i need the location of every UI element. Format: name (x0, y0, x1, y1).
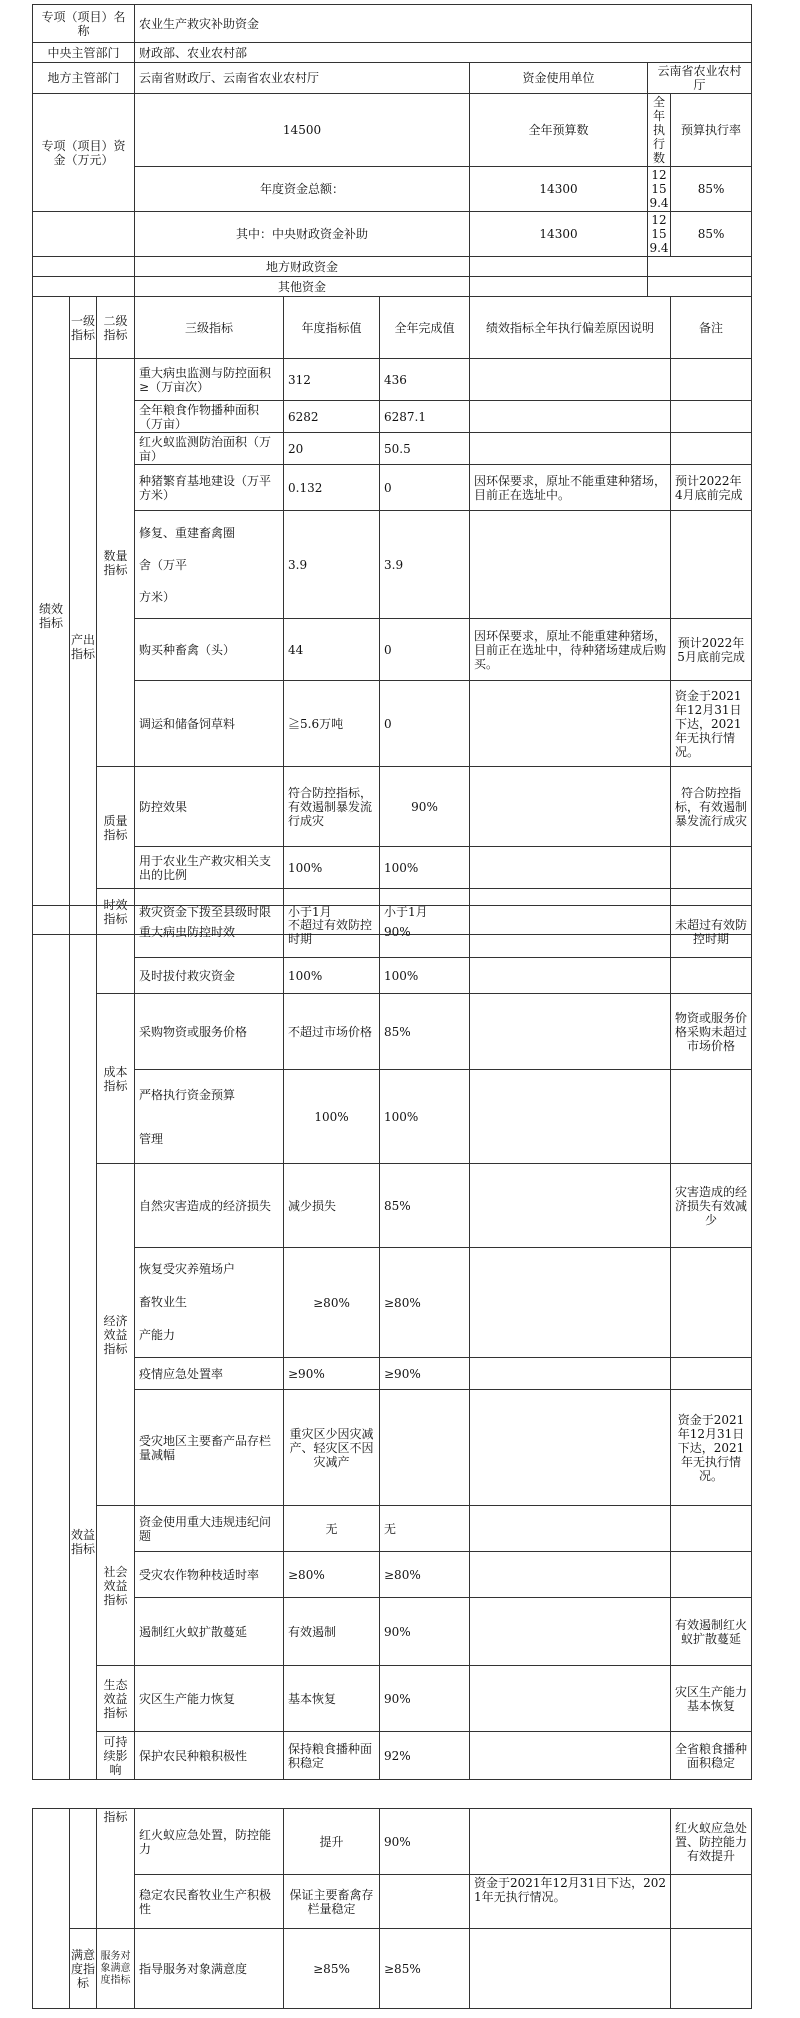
other-fund-label: 其他资金 (135, 277, 470, 297)
row-target: 有效遏制 (284, 1598, 380, 1666)
fund-user-label: 资金使用单位 (470, 63, 648, 94)
row-target: 6282 (284, 401, 380, 433)
social-indicators-label: 社会效益指标 (97, 1506, 135, 1666)
row-actual (380, 1875, 470, 1929)
row-actual: 90% (380, 1598, 470, 1666)
row-target: 符合防控指标，有效遏制暴发流行成灾 (284, 767, 380, 847)
row-remark (671, 847, 752, 889)
local-dept-label: 地方主管部门 (33, 63, 135, 94)
row-remark: 未超过有效防控时期 (671, 906, 752, 958)
annual-total-budget: 14300 (470, 167, 648, 212)
row-remark (671, 359, 752, 401)
row-actual: 100% (380, 847, 470, 889)
row-name: 指导服务对象满意度 (135, 1929, 284, 2009)
row-deviation (470, 1358, 671, 1390)
col-deviation: 绩效指标全年执行偏差原因说明 (470, 297, 671, 359)
row-name: 用于农业生产救灾相关支出的比例 (135, 847, 284, 889)
col-target: 年度指标值 (284, 297, 380, 359)
funds-label: 专项（项目）资金（万元） (33, 94, 135, 212)
row-deviation (470, 433, 671, 465)
row-name-line: 舍（万平 (139, 557, 188, 572)
exec-rate-label: 预算执行率 (671, 94, 752, 167)
performance-table-part1 (32, 4, 752, 935)
annual-total-exec: 12159.4 (649, 168, 669, 210)
row-target: 重灾区少因灾减产、轻灾区不因灾减产 (284, 1390, 380, 1506)
row-actual (380, 1390, 470, 1506)
row-actual: 100% (380, 1070, 470, 1164)
row-target: 100% (284, 1070, 380, 1164)
performance-table-part2 (32, 905, 752, 1780)
row-deviation (470, 511, 671, 619)
row-name (135, 1248, 284, 1358)
central-sub-rate: 85% (671, 212, 752, 257)
row-remark (671, 1358, 752, 1390)
row-deviation (470, 1164, 671, 1248)
row-target: 100% (284, 958, 380, 994)
row-remark (671, 1929, 752, 2009)
row-name: 购买种畜禽（头） (135, 619, 284, 681)
col-actual: 全年完成值 (380, 297, 470, 359)
row-actual: ≥80% (380, 1552, 470, 1598)
row-actual: 3.9 (380, 511, 470, 619)
cost-indicators-label: 成本指标 (97, 994, 135, 1164)
row-name: 灾区生产能力恢复 (135, 1666, 284, 1732)
row-target: ≥85% (284, 1929, 380, 2009)
row-name: 红火蚁应急处置，防控能力 (135, 1809, 284, 1875)
row-actual: 90% (380, 1666, 470, 1732)
row-name: 资金使用重大违规违纪问题 (135, 1506, 284, 1552)
row-name: 防控效果 (135, 767, 284, 847)
timeliness-indicators-label: 时效指标 (97, 889, 135, 935)
row-name: 调运和储备饲草料 (135, 681, 284, 767)
row-target: 0.132 (284, 465, 380, 511)
row-deviation (470, 1809, 671, 1875)
satisfaction-indicators-label: 满意度指标 (70, 1929, 97, 2009)
row-target: 312 (284, 359, 380, 401)
row-actual: 85% (380, 1164, 470, 1248)
central-sub-exec: 12159.4 (649, 213, 669, 255)
central-dept-label: 中央主管部门 (33, 43, 135, 63)
eco-indicators-label: 生态效益指标 (97, 1666, 135, 1732)
annual-exec-label: 全年执行数 (648, 94, 671, 167)
row-target: 保证主要畜禽存栏量稳定 (284, 1875, 380, 1929)
row-actual: 85% (380, 994, 470, 1070)
row-remark (671, 401, 752, 433)
row-target: ≥80% (284, 1248, 380, 1358)
row-name: 种猪繁育基地建设（万平方米） (135, 465, 284, 511)
indicator-label: 指标 (97, 1809, 135, 1929)
row-deviation: 资金于2021年12月31日下达，2021年无执行情况。 (470, 1875, 671, 1929)
row-deviation (470, 1666, 671, 1732)
row-remark: 有效遏制红火蚁扩散蔓延 (671, 1598, 752, 1666)
row-target: 减少损失 (284, 1164, 380, 1248)
row-deviation (470, 1390, 671, 1506)
row-name: 保护农民种粮积极性 (135, 1732, 284, 1780)
row-target: 20 (284, 433, 380, 465)
row-remark: 符合防控指标，有效遏制暴发流行成灾 (671, 767, 752, 847)
row-deviation (470, 1732, 671, 1780)
row-deviation (470, 1070, 671, 1164)
row-name-line: 恢复受灾养殖场户 (139, 1262, 236, 1276)
performance-table-part3 (32, 1808, 752, 2009)
row-actual: 92% (380, 1732, 470, 1780)
row-remark: 物资或服务价格采购未超过市场价格 (671, 994, 752, 1070)
row-name-line: 产能力 (139, 1328, 176, 1342)
row-deviation (470, 906, 671, 958)
row-remark (671, 1875, 752, 1929)
row-remark (671, 1506, 752, 1552)
row-deviation (470, 958, 671, 994)
row-name: 受灾地区主要畜产品存栏量减幅 (135, 1390, 284, 1506)
row-deviation (470, 359, 671, 401)
row-remark: 预计2022年5月底前完成 (671, 619, 752, 681)
row-actual: 0 (380, 619, 470, 681)
row-remark (671, 511, 752, 619)
row-actual: ≥80% (380, 1248, 470, 1358)
col-level3: 三级指标 (135, 297, 284, 359)
economic-indicators-label: 经济效益指标 (97, 1164, 135, 1506)
row-deviation (470, 847, 671, 889)
row-target: 不超过市场价格 (284, 994, 380, 1070)
local-fund-label: 地方财政资金 (135, 257, 470, 277)
row-name: 疫情应急处置率 (135, 1358, 284, 1390)
row-target: ≧5.6万吨 (284, 681, 380, 767)
row-name: 采购物资或服务价格 (135, 994, 284, 1070)
benefit-indicators-label: 效益指标 (70, 906, 97, 1780)
row-remark (671, 433, 752, 465)
local-dept: 云南省财政厅、云南省农业农村厅 (135, 63, 470, 94)
row-target: 3.9 (284, 511, 380, 619)
row-actual: 436 (380, 359, 470, 401)
row-target: 保持粮食播种面积稳定 (284, 1732, 380, 1780)
row-deviation (470, 401, 671, 433)
row-name: 重大病虫监测与防控面积≥（万亩次） (135, 359, 284, 401)
row-actual: ≥85% (380, 1929, 470, 2009)
row-name: 遏制红火蚁扩散蔓延 (135, 1598, 284, 1666)
row-deviation (470, 1552, 671, 1598)
row-remark: 灾区生产能力基本恢复 (671, 1666, 752, 1732)
row-target: ≥80% (284, 1552, 380, 1598)
row-actual: 0 (380, 681, 470, 767)
row-name (135, 1070, 284, 1164)
row-deviation (470, 681, 671, 767)
row-deviation (470, 767, 671, 847)
row-target: ≥90% (284, 1358, 380, 1390)
row-actual: 小于1月 (380, 889, 470, 935)
row-actual: 90% (380, 906, 470, 958)
row-name-line: 管理 (139, 1131, 164, 1146)
row-actual: 90% (380, 1809, 470, 1875)
sustain-indicators-label: 可持续影响 (97, 1732, 135, 1780)
row-name: 及时拔付救灾资金 (135, 958, 284, 994)
row-remark: 预计2022年4月底前完成 (671, 465, 752, 511)
row-target: 小于1月 (284, 889, 380, 935)
funds-total: 14500 (135, 94, 470, 167)
row-name (135, 511, 284, 619)
output-indicators-label: 产出指标 (70, 359, 97, 935)
annual-budget-label: 全年预算数 (470, 94, 648, 167)
project-name-label: 专项（项目）名称 (33, 5, 135, 43)
row-name-line: 修复、重建畜禽圈 (139, 525, 236, 540)
row-remark (671, 1070, 752, 1164)
col-level1: 一级指标 (70, 297, 97, 359)
row-deviation: 因环保要求，原址不能重建种猪场，目前正在选址中。 (470, 465, 671, 511)
row-actual: 100% (380, 958, 470, 994)
row-deviation (470, 1598, 671, 1666)
row-deviation: 因环保要求，原址不能重建种猪场，目前正在选址中，待种猪场建成后购买。 (470, 619, 671, 681)
row-actual: 无 (380, 1506, 470, 1552)
col-remark: 备注 (671, 297, 752, 359)
row-name: 全年粮食作物播种面积（万亩） (135, 401, 284, 433)
row-target: 44 (284, 619, 380, 681)
row-name: 自然灾害造成的经济损失 (135, 1164, 284, 1248)
fund-user: 云南省农业农村厅 (648, 63, 752, 94)
row-remark (671, 1552, 752, 1598)
row-actual: 0 (380, 465, 470, 511)
row-name: 红火蚁监测防治面积（万 亩） (135, 433, 284, 465)
perf-indicators-label: 绩效指标 (33, 297, 70, 935)
central-sub-label: 其中：中央财政资金补助 (135, 212, 470, 257)
row-remark: 资金于2021年12月31日下达，2021年无执行情况。 (671, 1390, 752, 1506)
service-satisfaction-label: 服务对象满意度指标 (97, 1929, 135, 2009)
project-name: 农业生产救灾补助资金 (135, 5, 752, 43)
row-remark: 红火蚁应急处置、防控能力有效提升 (671, 1809, 752, 1875)
row-target: 基本恢复 (284, 1666, 380, 1732)
row-target: 100% (284, 847, 380, 889)
central-sub-budget: 14300 (470, 212, 648, 257)
row-actual: ≥90% (380, 1358, 470, 1390)
row-actual: 50.5 (380, 433, 470, 465)
col-level2: 二级指标 (97, 297, 135, 359)
row-name-line: 方米） (139, 589, 176, 604)
row-deviation (470, 1506, 671, 1552)
row-remark: 全省粮食播种面积稳定 (671, 1732, 752, 1780)
row-deviation (470, 994, 671, 1070)
row-name: 受灾农作物种枝适时率 (135, 1552, 284, 1598)
quantity-indicators-label: 数量指标 (97, 359, 135, 767)
row-deviation (470, 1929, 671, 2009)
annual-total-label: 年度资金总额： (135, 167, 470, 212)
row-name: 救灾资金下拨至县级时限 (135, 889, 284, 935)
row-name-line: 畜牧业生 (139, 1295, 188, 1309)
row-name: 重大病虫防控时效 (135, 906, 284, 958)
row-deviation (470, 1248, 671, 1358)
row-target: 无 (284, 1506, 380, 1552)
row-remark (671, 1248, 752, 1358)
row-remark: 灾害造成的经济损失有效减少 (671, 1164, 752, 1248)
row-actual: 6287.1 (380, 401, 470, 433)
row-target: 提升 (284, 1809, 380, 1875)
row-target: 不超过有效防控时期 (284, 906, 380, 958)
annual-total-rate: 85% (671, 167, 752, 212)
row-remark (671, 958, 752, 994)
central-dept: 财政部、农业农村部 (135, 43, 752, 63)
row-remark: 资金于2021年12月31日下达，2021年无执行情况。 (671, 681, 752, 767)
row-actual: 90% (380, 767, 470, 847)
row-name: 稳定农民畜牧业生产积极性 (135, 1875, 284, 1929)
quality-indicators-label: 质量指标 (97, 767, 135, 889)
row-name-line: 严格执行资金预算 (139, 1087, 236, 1102)
